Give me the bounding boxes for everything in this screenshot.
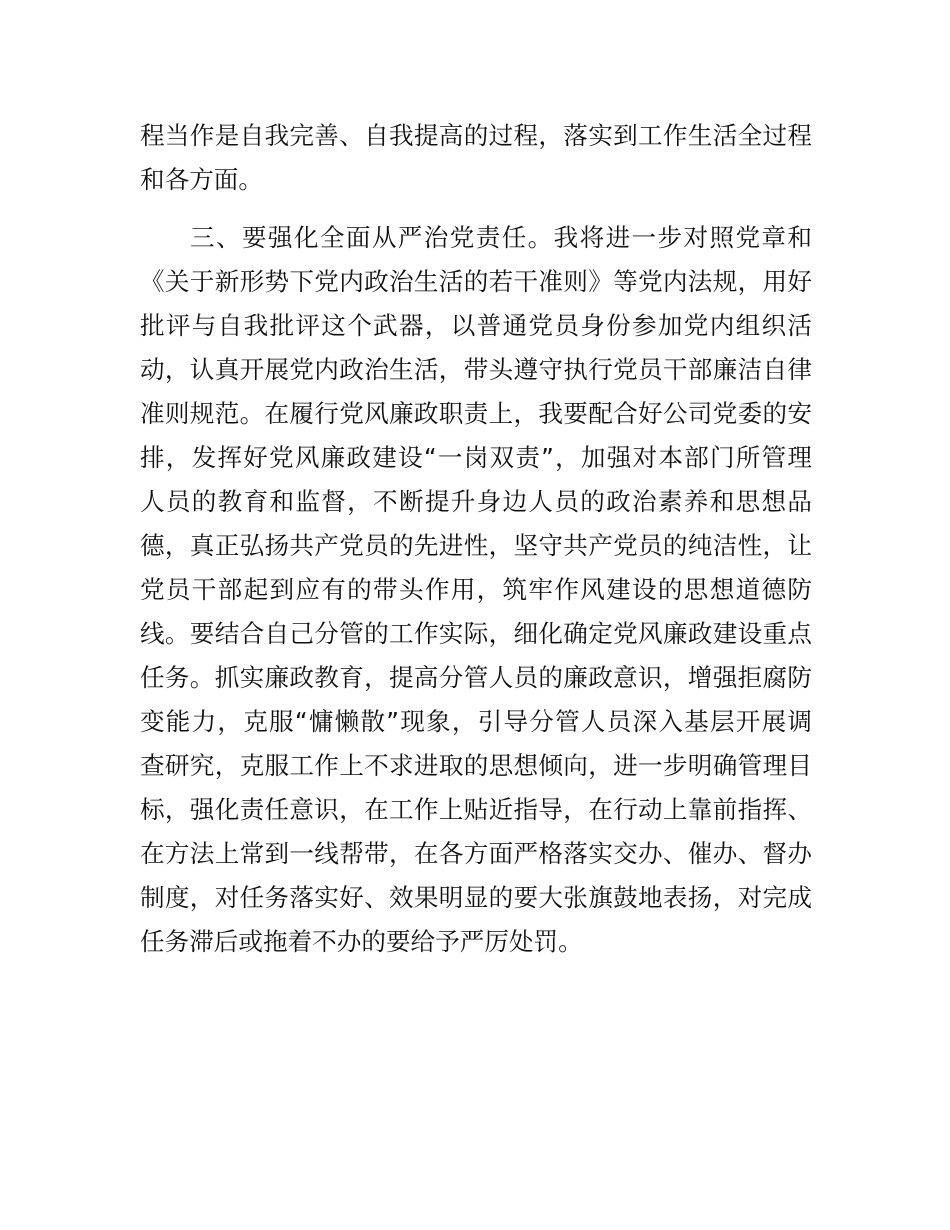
text-line: 在方法上常到一线帮带，在各方面严格落实交办、催办、督办 <box>140 839 812 868</box>
text-line: 批评与自我批评这个武器，以普通党员身份参加党内组织活 <box>140 311 812 340</box>
text-line: 排，发挥好党风廉政建设“一岗双责”，加强对本部门所管理 <box>140 443 812 472</box>
text-line: 《关于新形势下党内政治生活的若干准则》等党内法规，用好 <box>140 267 812 296</box>
text-line: 党员干部起到应有的带头作用，筑牢作风建设的思想道德防 <box>140 575 812 604</box>
text-line: 标，强化责任意识，在工作上贴近指导，在行动上靠前指挥、 <box>140 795 812 824</box>
text-line: 任务。抓实廉政教育，提高分管人员的廉政意识，增强拒腐防 <box>140 663 812 692</box>
text-line: 人员的教育和监督，不断提升身边人员的政治素养和思想品 <box>140 487 812 516</box>
text-line: 准则规范。在履行党风廉政职责上，我要配合好公司党委的安 <box>140 399 812 428</box>
text-line: 制度，对任务落实好、效果明显的要大张旗鼓地表扬，对完成 <box>140 883 812 912</box>
paragraph-start-line: 三、要强化全面从严治党责任。我将进一步对照党章和 <box>190 223 812 252</box>
text-line: 线。要结合自己分管的工作实际，细化确定党风廉政建设重点 <box>140 619 812 648</box>
text-line: 动，认真开展党内政治生活，带头遵守执行党员干部廉洁自律 <box>140 355 812 384</box>
text-line: 变能力，克服“慵懒散”现象，引导分管人员深入基层开展调 <box>140 707 812 736</box>
text-line: 德，真正弘扬共产党员的先进性，坚守共产党员的纯洁性，让 <box>140 531 812 560</box>
text-line: 任务滞后或拖着不办的要给予严厉处罚。 <box>140 927 583 956</box>
text-line: 查研究，克服工作上不求进取的思想倾向，进一步明确管理目 <box>140 751 812 780</box>
text-line: 和各方面。 <box>140 165 263 194</box>
text-line: 程当作是自我完善、自我提高的过程，落实到工作生活全过程 <box>140 121 812 150</box>
